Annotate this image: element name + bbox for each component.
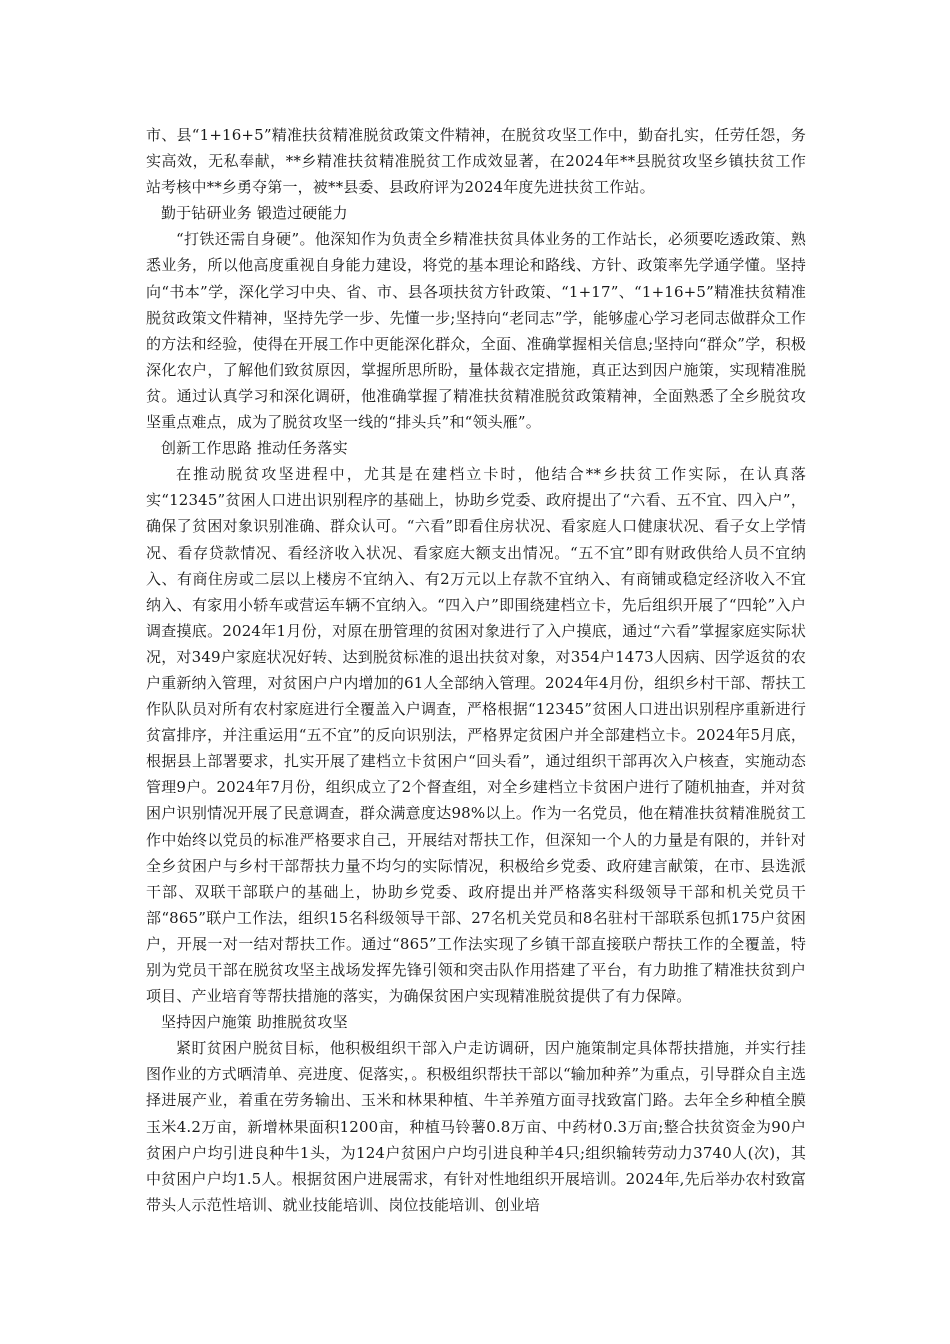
body-paragraph: “打铁还需自身硬”。他深知作为负责全乡精准扶贫具体业务的工作站长，必须要吃透政策、熟悉业务，所以他高度重视自身能力建设，将党的基本理论和路线、方针、政策率先学通学懂。坚持向“书本”学，深化学习中央、省、市、县各项扶贫方针政策、“1+17”、“1+16+5”精准扶贫精准脱贫政策文件精神，坚持先学一步、先懂一步;坚持向“老同志”学，能够虚心学习老同志做群众工作的方法和经验，使得在开展工作中更能深化群众，全面、准确掌握相关信息;坚持向“群众”学，积极深化农户，了解他们致贫原因，掌握所思所盼，量体裁衣定措施，真正达到因户施策，实现精准脱贫。通过认真学习和深化调研，他准确掌握了精准扶贫精准脱贫政策精神，全面熟悉了全乡脱贫攻坚重点难点，成为了脱贫攻坚一线的“排头兵”和“领头雁”。 bbox=[146, 230, 806, 432]
section-heading: 坚持因户施策 助推脱贫攻坚 bbox=[161, 1013, 348, 1032]
document-body bbox=[146, 122, 806, 1218]
section-heading: 勤于钻研业务 锻造过硬能力 bbox=[161, 204, 348, 223]
body-paragraph: 在推动脱贫攻坚进程中，尤其是在建档立卡时，他结合**乡扶贫工作实际，在认真落实“12345”贫困人口进出识别程序的基础上，协助乡党委、政府提出了“六看、五不宜、四入户”，确保了贫困对象识别准确、群众认可。“六看”即看住房状况、看家庭人口健康状况、看子女上学情况、看存贷款情况、看经济收入状况、看家庭大额支出情况。“五不宜”即有财政供给人员不宜纳入、有商住房或二层以上楼房不宜纳入、有2万元以上存款不宜纳入、有商铺或稳定经济收入不宜纳入、有家用小轿车或营运车辆不宜纳入。“四入户”即围绕建档立卡，先后组织开展了“四轮”入户调查摸底。2024年1月份，对原在册管理的贫困对象进行了入户摸底，通过“六看”掌握家庭实际状况，对349户家庭状况好转、达到脱贫标准的退出扶贫对象，对354户1473人因病、因学返贫的农户重新纳入管理，对贫困户户内增加的61人全部纳入管理。2024年4月份，组织乡村干部、帮扶工作队队员对所有农村家庭进行全覆盖入户调查，严格根据“12345”贫困人口进出识别程序重新进行贫富排序，并注重运用“五不宜”的反向识别法，严格界定贫困户并全部建档立卡。2024年5月底，根据县上部署要求，扎实开展了建档立卡贫困户“回头看”，通过组织干部再次入户核查，实施动态管理9户。2024年7月份，组织成立了2个督查组，对全乡建档立卡贫困户进行了随机抽查，并对贫困户识别情况开展了民意调查，群众满意度达98%以上。作为一名党员，他在精准扶贫精准脱贫工作中始终以党员的标准严格要求自己，开展结对帮扶工作，但深知一个人的力量是有限的，并针对全乡贫困户与乡村干部帮扶力量不均匀的实际情况，积极给乡党委、政府建言献策，在市、县选派干部、双联干部联户的基础上，协助乡党委、政府提出并严格落实科级领导干部和机关党员干部“865”联户工作法，组织15名科级领导干部、27名机关党员和8名驻村干部联系包抓175户贫困户，开展一对一结对帮扶工作。通过“865”工作法实现了乡镇干部直接联户帮扶工作的全覆盖，特别为党员干部在脱贫攻坚主战场发挥先锋引领和突击队作用搭建了平台，有力助推了精准扶贫到户项目、产业培育等帮扶措施的落实，为确保贫困户实现精准脱贫提供了有力保障。 bbox=[146, 465, 806, 1006]
body-paragraph: 紧盯贫困户脱贫目标，他积极组织干部入户走访调研，因户施策制定具体帮扶措施，并实行挂图作业的方式晒清单、亮进度、促落实，。积极组织帮扶干部以“输加种养”为重点，引导群众自主选择进展产业，着重在劳务输出、玉米和林果种植、牛羊养殖方面寻找致富门路。去年全乡种植全膜玉米4.2万亩，新增林果面积1200亩，种植马铃薯0.8万亩、中药材0.3万亩;整合扶贫资金为90户贫困户户均引进良种牛1头，为124户贫困户户均引进良种羊4只;组织输转劳动力3740人(次)，其中贫困户户均1.5人。根据贫困户进展需求，有针对性地组织开展培训。2024年,先后举办农村致富带头人示范性培训、就业技能培训、岗位技能培训、创业培 bbox=[146, 1039, 806, 1214]
body-paragraph: 市、县“1+16+5”精准扶贫精准脱贫政策文件精神，在脱贫攻坚工作中，勤奋扎实，任劳任怨，务实高效，无私奉献，**乡精准扶贫精准脱贫工作成效显著，在2024年**县脱贫攻坚乡镇扶贫工作站考核中**乡勇夺第一，被**县委、县政府评为2024年度先进扶贫工作站。 bbox=[146, 126, 806, 197]
section-heading: 创新工作思路 推动任务落实 bbox=[161, 439, 348, 458]
